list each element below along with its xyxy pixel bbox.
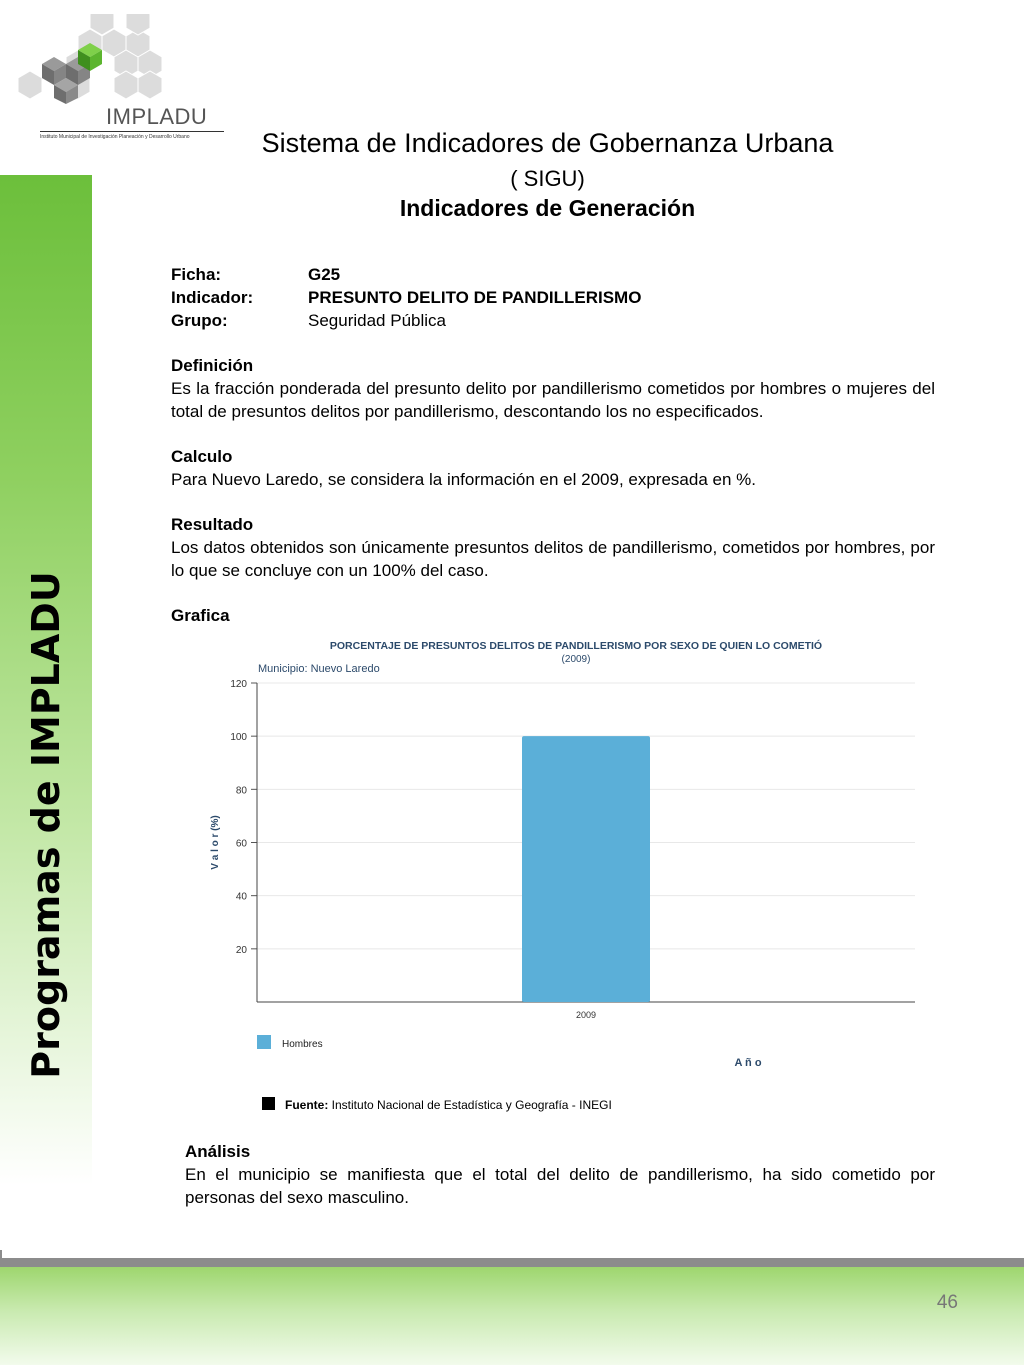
calculo-text: Para Nuevo Laredo, se considera la información en el 2009, expresada en %.	[171, 470, 756, 489]
sidebar-vertical-text: Programas de IMPLADU	[24, 571, 68, 1079]
footer-band	[0, 1267, 1024, 1365]
legend-label: Hombres	[282, 1039, 323, 1050]
grupo-value: Seguridad Pública	[308, 311, 446, 330]
indicador-value: PRESUNTO DELITO DE PANDILLERISMO	[308, 288, 642, 307]
ficha-value: G25	[308, 265, 341, 284]
section-title: Indicadores de Generación	[399, 195, 696, 221]
source-note	[262, 1097, 612, 1112]
analisis-heading: Análisis	[185, 1142, 251, 1161]
logo-name: IMPLADU	[106, 104, 208, 129]
chart-municipio: Municipio: Nuevo Laredo	[258, 663, 380, 675]
x-axis-label: A ñ o	[734, 1057, 762, 1069]
page-number: 46	[936, 1292, 958, 1313]
grafica-heading: Grafica	[171, 606, 230, 625]
hexagon-cubes-icon	[18, 14, 208, 104]
source-label: Fuente:	[285, 1098, 329, 1112]
grupo-label: Grupo:	[171, 311, 228, 330]
sidebar-band	[0, 175, 92, 1185]
definicion-text: Es la fracción ponderada del presunto delito por pandillerismo cometidos por hombres o mujeres del total de presuntos delitos por pandillerismo, descontando los no especificados.	[171, 379, 935, 421]
resultado-heading: Resultado	[171, 515, 254, 534]
source-bullet-icon	[262, 1097, 275, 1110]
x-tick-label: 2009	[575, 1010, 597, 1020]
legend-swatch	[257, 1035, 271, 1049]
bar-chart	[200, 630, 940, 1080]
chart-subtitle: (2009)	[561, 654, 591, 665]
y-axis-label: V a l o r (%)	[210, 815, 221, 870]
y-tick-label: 20	[235, 944, 247, 956]
y-tick-label: 120	[230, 679, 247, 690]
analisis-text: En el municipio se manifiesta que el total del delito de pandillerismo, ha sido cometido por personas del sexo masculino.	[185, 1165, 935, 1207]
chart-title: PORCENTAJE DE PRESUNTOS DELITOS DE PANDILLERISMO POR SEXO DE QUIEN LO COMETIÓ	[329, 640, 823, 652]
chart-svg	[200, 630, 940, 1080]
indicador-label: Indicador:	[171, 288, 254, 307]
source-text: Instituto Nacional de Estadística y Geografía - INEGI	[328, 1098, 612, 1112]
definicion-heading: Definición	[171, 356, 254, 375]
page-subtitle: ( SIGU)	[510, 166, 585, 191]
logo-subtitle: Instituto Municipal de Investigación Planeación y Desarrollo Urbano	[40, 134, 190, 140]
y-tick-label: 80	[235, 785, 247, 797]
y-tick-label: 40	[235, 891, 247, 903]
ficha-label: Ficha:	[171, 265, 222, 284]
footer-divider	[0, 1258, 1024, 1267]
calculo-heading: Calculo	[171, 447, 233, 466]
resultado-text: Los datos obtenidos son únicamente presuntos delitos de pandillerismo, cometidos por hombres, por lo que se concluye con un 100% del caso.	[171, 538, 935, 580]
bar-2009	[522, 736, 650, 1002]
y-tick-label: 100	[230, 732, 247, 744]
impladu-logo	[18, 14, 208, 140]
page-title: Sistema de Indicadores de Gobernanza Urbana	[261, 128, 834, 158]
y-tick-label: 60	[235, 838, 247, 850]
